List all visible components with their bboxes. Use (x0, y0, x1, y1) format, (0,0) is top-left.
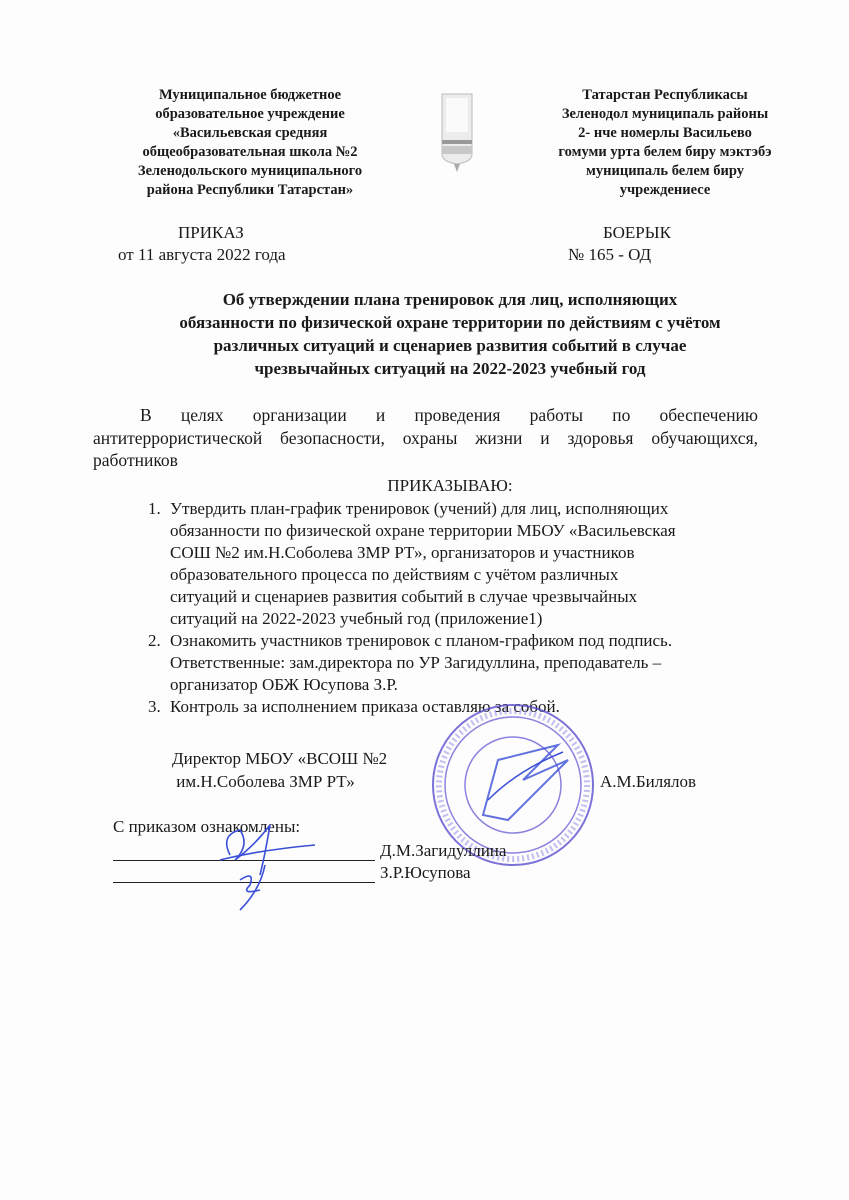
signature-position-line2: им.Н.Соболева ЗМР РТ» (172, 772, 355, 791)
order-label-tt: БОЕРЫК (603, 223, 671, 242)
preamble-line: антитеррористической безопасности, охраны жизни и здоровья обучающихся, (93, 427, 758, 448)
item-number: 3. (148, 697, 161, 716)
item-line: Утвердить план-график тренировок (учений) для лиц, исполняющих (170, 499, 669, 518)
title-line: чрезвычайных ситуаций на 2022-2023 учебный год (254, 359, 646, 378)
header-left-line: Зеленодольского муниципального (137, 163, 363, 179)
item-line: организатор ОБЖ Юсупова З.Р. (170, 675, 398, 694)
order-items (148, 498, 768, 718)
signature-position-line1: Директор МБОУ «ВСОШ №2 (172, 749, 388, 768)
item-line: обязанности по физической охране территории МБОУ «Васильевская (170, 521, 676, 540)
coat-of-arms-emblem (440, 92, 474, 174)
preamble-line: работников (93, 450, 178, 470)
item-line: Ознакомить участников тренировок с планом-графиком под подпись. (170, 631, 673, 650)
item-line: образовательного процесса по действиям с учётом различных (170, 565, 619, 584)
item-number: 2. (148, 631, 161, 650)
item-line: СОШ №2 им.Н.Соболева ЗМР РТ», организаторов и участников (170, 543, 635, 562)
order-label-ru: ПРИКАЗ (178, 223, 244, 242)
item-line: Контроль за исполнением приказа оставляю за собой. (170, 697, 560, 716)
header-right-line: учреждениесе (619, 182, 711, 198)
header-left-line: общеобразовательная школа №2 (142, 144, 358, 160)
header-right-line: Зеленодол муниципаль районы (561, 106, 769, 122)
header-left-line: района Республики Татарстан» (146, 182, 354, 198)
item-line: ситуаций и сценариев развития событий в случае чрезвычайных (170, 587, 638, 606)
handwritten-signatures (210, 815, 320, 915)
header-right (515, 86, 815, 200)
order-item (148, 498, 768, 630)
header-right-line: муниципаль белем биру (586, 163, 744, 179)
preamble-line: В целях организации и проведения работы по обеспечению (140, 405, 758, 425)
title-line: Об утверждении плана тренировок для лиц, исполняющих (222, 290, 678, 309)
item-line: ситуаций на 2022-2023 учебный год (приложение1) (170, 609, 543, 628)
title-line: различных ситуаций и сценариев развития событий в случае (213, 336, 687, 355)
title-line: обязанности по физической охране территории по действиям с учётом (179, 313, 721, 332)
header-right-line: 2- нче номерлы Васильево (578, 125, 752, 141)
preamble (93, 404, 758, 472)
header-left (100, 86, 400, 200)
header-right-line: Татарстан Республикасы (582, 87, 748, 103)
document-title (90, 288, 810, 380)
header-left-line: Муниципальное бюджетное (158, 87, 342, 103)
header-right-line: гомуми урта белем биру мэктэбэ (558, 144, 772, 160)
order-word: ПРИКАЗЫВАЮ: (387, 476, 513, 495)
acknowledged-label: С приказом ознакомлены: (113, 817, 301, 836)
item-line: Ответственные: зам.директора по УР Загидуллина, преподаватель – (170, 653, 662, 672)
signature-name: А.М.Билялов (600, 772, 697, 791)
header-left-line: образовательное учреждение (155, 106, 345, 122)
acknowledged-name: Д.М.Загидуллина (380, 841, 507, 860)
acknowledged-name: З.Р.Юсупова (380, 863, 471, 882)
item-number: 1. (148, 499, 161, 518)
order-number: № 165 - ОД (568, 245, 652, 264)
order-item (148, 630, 768, 696)
order-date: от 11 августа 2022 года (118, 245, 286, 264)
header-left-line: «Васильевская средняя (172, 125, 328, 141)
